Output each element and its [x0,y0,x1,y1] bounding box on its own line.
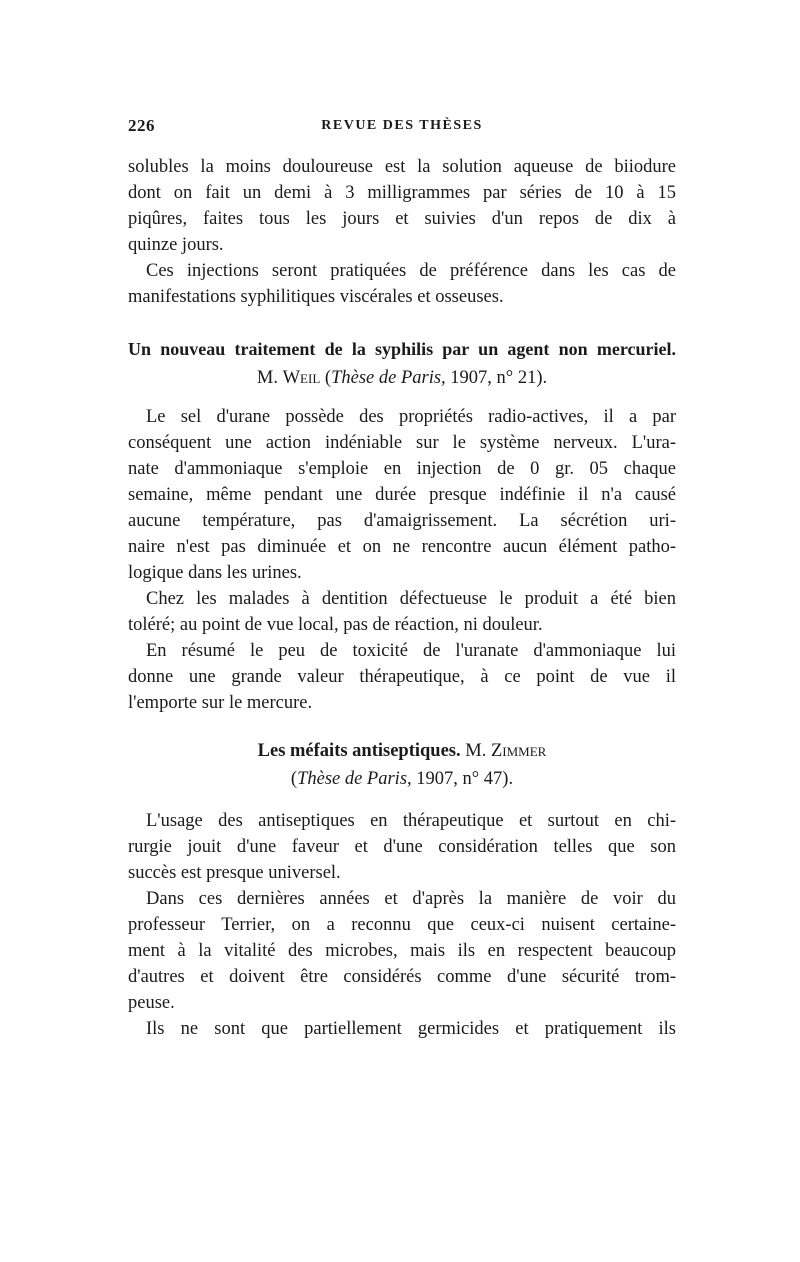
author-name: Zimmer [490,741,547,761]
text-line: toléré; au point de vue local, pas de réaction, ni douleur. [128,615,543,635]
text-line: succès est presque universel. [128,863,341,883]
section-title: Les méfaits antiseptiques. [257,741,461,761]
section-title: Un nouveau traitement de la syphilis par un agent non mercuriel. [128,339,676,359]
page-header [128,116,676,142]
text-line: quinze jours. [128,235,224,255]
text-line: nate d'ammoniaque s'emploie en injection de 0 gr. 05 chaque [128,459,676,479]
text-line: donne une grande valeur thérapeutique, à ce point de vue il [128,667,676,687]
text-line: l'emporte sur le mercure. [128,693,313,713]
section-byline: M. Weil (Thèse de Paris, 1907, n° 21). [256,368,548,388]
text-line: Ces injections seront pratiquées de préférence dans les cas de [146,261,676,281]
text-line: peuse. [128,993,175,1013]
text-line: conséquent une action indéniable sur le système nerveux. L'ura- [128,433,676,453]
author-name: Weil [282,368,321,388]
text-line: Dans ces dernières années et d'après la manière de voir du [146,889,676,909]
text-line: L'usage des antiseptiques en thérapeutique et surtout en chi- [146,811,676,831]
section-title-line: Les méfaits antiseptiques. M. Zimmer [257,741,547,761]
text-line: naire n'est pas diminuée et on ne rencontre aucun élément patho- [128,537,676,557]
text-line: rurgie jouit d'une faveur et d'une considération telles que son [128,837,676,857]
text-line: solubles la moins douloureuse est la solution aqueuse de biiodure [128,157,676,177]
text-line: semaine, même pendant une durée presque indéfinie il n'a causé [128,485,676,505]
text-line: d'autres et doivent être considérés comme d'une sécurité trom- [128,967,676,987]
text-line: professeur Terrier, on a reconnu que ceux-ci nuisent certaine- [128,915,676,935]
section-reference: (Thèse de Paris, 1907, n° 47). [290,769,514,789]
text-line: En résumé le peu de toxicité de l'uranate d'ammoniaque lui [146,641,676,661]
text-line: Chez les malades à dentition défectueuse le produit a été bien [146,589,676,609]
text-line: manifestations syphilitiques viscérales et osseuses. [128,287,504,307]
text-line: Ils ne sont que partiellement germicides et pratiquement ils [146,1019,676,1039]
page-number: 226 [128,116,155,135]
text-line: piqûres, faites tous les jours et suivies d'un repos de dix à [128,209,676,229]
text-line: logique dans les urines. [128,563,302,583]
text-line: ment à la vitalité des microbes, mais ils en respectent beaucoup [128,941,676,961]
running-title: REVUE DES THÈSES [321,118,483,133]
text-line: dont on fait un demi à 3 milligrammes par séries de 10 à 15 [128,183,676,203]
text-line: Le sel d'urane possède des propriétés radio-actives, il a par [146,407,676,427]
text-line: aucune température, pas d'amaigrissement. La sécrétion uri- [128,511,676,531]
